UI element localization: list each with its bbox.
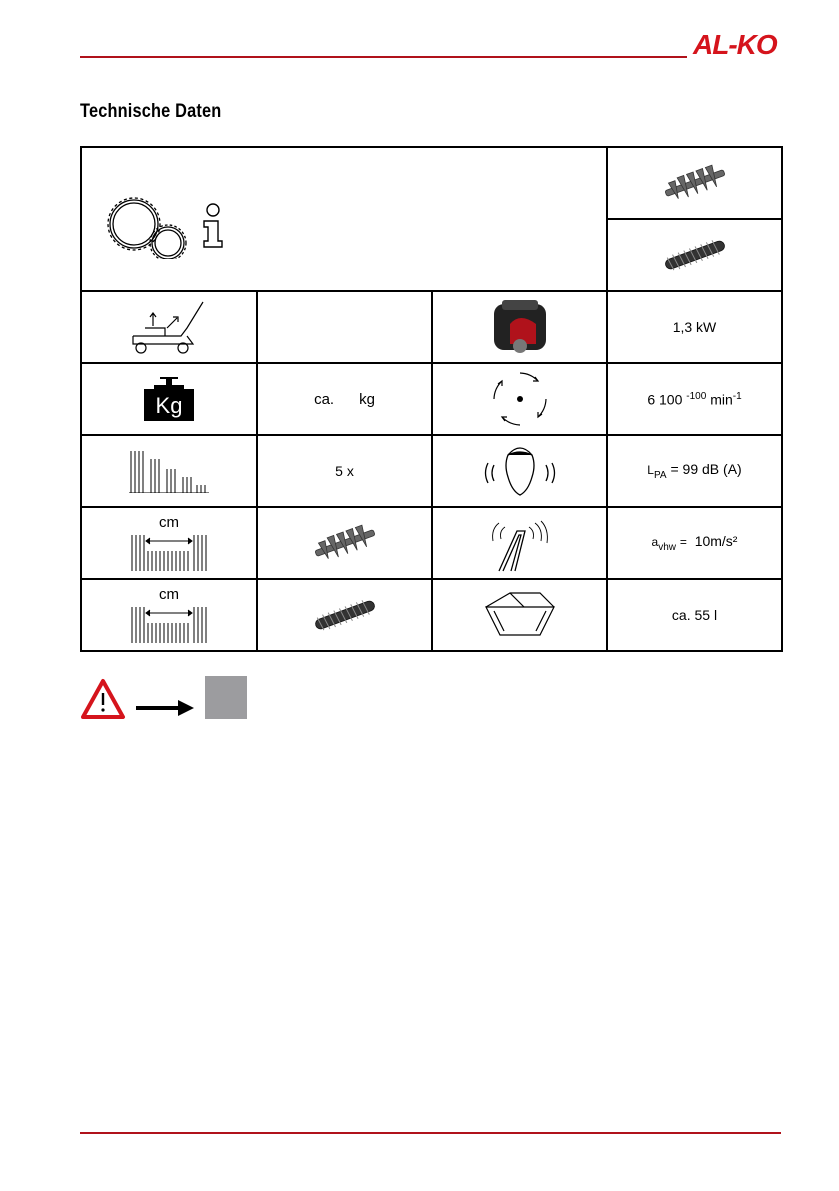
warning-triangle-icon	[80, 678, 126, 720]
noise-head-icon	[480, 441, 560, 501]
arrow-right-icon	[136, 698, 194, 718]
mower-type-icon-cell	[81, 291, 257, 363]
rotation-speed-value: 6 100 $^{-100}$ $\min^{-1}$	[607, 363, 782, 435]
height-adjust-icon	[129, 449, 209, 493]
scarifier-roller-icon	[660, 160, 730, 206]
aerator-roller-icon	[660, 232, 730, 278]
grass-catcher-icon	[480, 587, 560, 643]
lawnmower-type-icon	[127, 296, 211, 358]
mower-type-value	[257, 291, 432, 363]
gears-icon	[100, 179, 260, 259]
noise-icon-cell	[432, 435, 607, 507]
grass-catcher-icon-cell	[432, 579, 607, 651]
warning-row	[80, 674, 280, 722]
technical-data-table	[80, 146, 783, 652]
info-icon	[204, 204, 222, 247]
header-aerator-cell	[607, 219, 782, 291]
rotation-speed-icon	[488, 367, 552, 431]
working-width-icon: cm	[130, 515, 208, 571]
vibration-icon-cell	[432, 507, 607, 579]
scarifier-roller-icon	[310, 520, 380, 566]
al-ko-logo: AL-KO	[693, 29, 777, 60]
noise-value: $L_{PA} = 99$ dB (A)	[607, 435, 782, 507]
header-rule	[80, 56, 687, 58]
catcher-capacity-value: ca. 55 l	[607, 579, 782, 651]
height-adjust-icon-cell	[81, 435, 257, 507]
engine-icon-cell	[432, 291, 607, 363]
header-scarifier-cell	[607, 147, 782, 219]
working-width-scarifier-icon-cell	[81, 507, 257, 579]
footer-rule	[80, 1132, 781, 1134]
weight-kg-icon: Kg	[144, 377, 194, 421]
page-title: Technische Daten	[80, 101, 222, 122]
weight-icon-cell	[81, 363, 257, 435]
working-width-icon: cm	[130, 587, 208, 643]
reference-box	[205, 676, 247, 719]
aerator-roller-icon	[310, 592, 380, 638]
weight-value: ca. kg	[257, 363, 432, 435]
header-info-cell	[81, 147, 607, 291]
rotation-icon-cell	[432, 363, 607, 435]
vibration-value: $a_{vhw} = 10m/s^2$	[607, 507, 782, 579]
engine-icon	[488, 296, 552, 358]
engine-power-value: 1,3 kW	[607, 291, 782, 363]
height-adjust-value: 5 x	[257, 435, 432, 507]
handle-vibration-icon	[485, 513, 555, 573]
working-width-aerator-icon-cell	[81, 579, 257, 651]
aerator-roller-cell	[257, 579, 432, 651]
scarifier-roller-cell	[257, 507, 432, 579]
